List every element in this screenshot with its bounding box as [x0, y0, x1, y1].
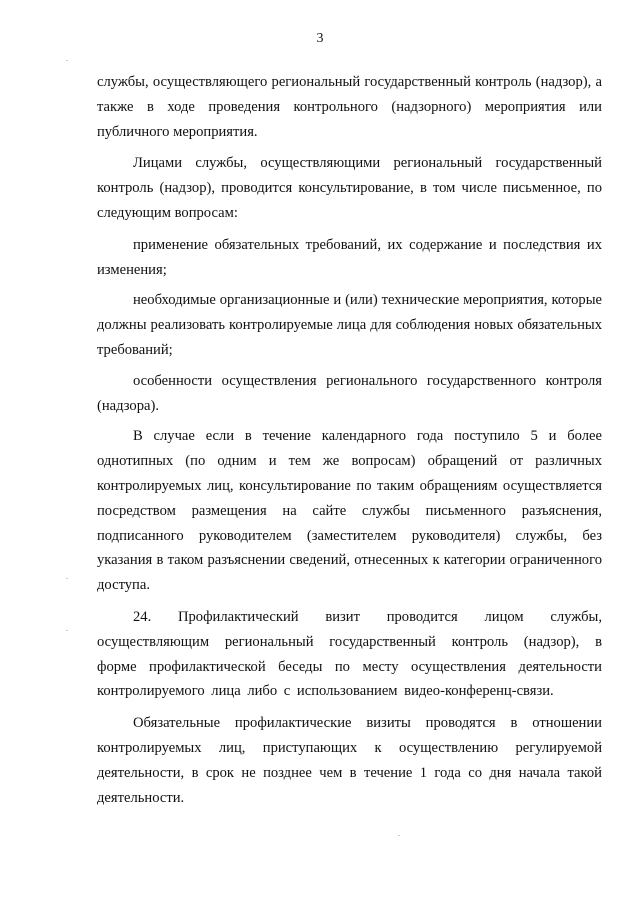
scan-speck [66, 630, 68, 631]
page-number: 3 [316, 31, 324, 46]
scan-speck [398, 835, 400, 836]
list-item-features: особенности осуществления регионального государственного контроля (надзора). [97, 372, 602, 414]
paragraph-continuation: службы, осуществляющего региональный государственный контроль (надзор), а также в ходе проведения контрольного (надзорного) мероприятия или публичного мероприятия. [97, 74, 602, 140]
paragraph-item-24: 24. Профилактический визит проводится лицом службы, осуществляющим региональный государственный контроль (надзор), в форме профилактической беседы по месту осуществления деятельности контролируемого лица либо с использованием видео-конференц-связи. [97, 608, 602, 700]
scan-speck [66, 60, 68, 61]
scan-speck [66, 578, 68, 579]
document-body [97, 70, 602, 817]
list-item-measures: необходимые организационные и (или) технические мероприятия, которые должны реализовать контролируемые лица для соблюдения новых обязательных требований; [97, 292, 602, 358]
paragraph-consultation-intro: Лицами службы, осуществляющими региональный государственный контроль (надзор), проводится консультирование, в том числе письменное, по следующим вопросам: [97, 155, 602, 221]
paragraph-mandatory-visits: Обязательные профилактические визиты проводятся в отношении контролируемых лиц, приступающих к осуществлению регулируемой деятельности, в срок не позднее чем в течение 1 года со дня начала такой деятельности. [97, 715, 602, 806]
list-item-requirements: применение обязательных требований, их содержание и последствия их изменения; [97, 236, 602, 278]
paragraph-same-type-requests: В случае если в течение календарного года поступило 5 и более однотипных (по одним и тем же вопросам) обращений от различных контролируемых лиц, консультирование по таким обращениям осуществляется посредством размещения на сайте службы письменного разъяснения, подписанного руководителем (заместителем руководителя) службы, без указания в таком разъяснении сведений, отнесенных к категории ограниченного доступа. [97, 428, 602, 594]
